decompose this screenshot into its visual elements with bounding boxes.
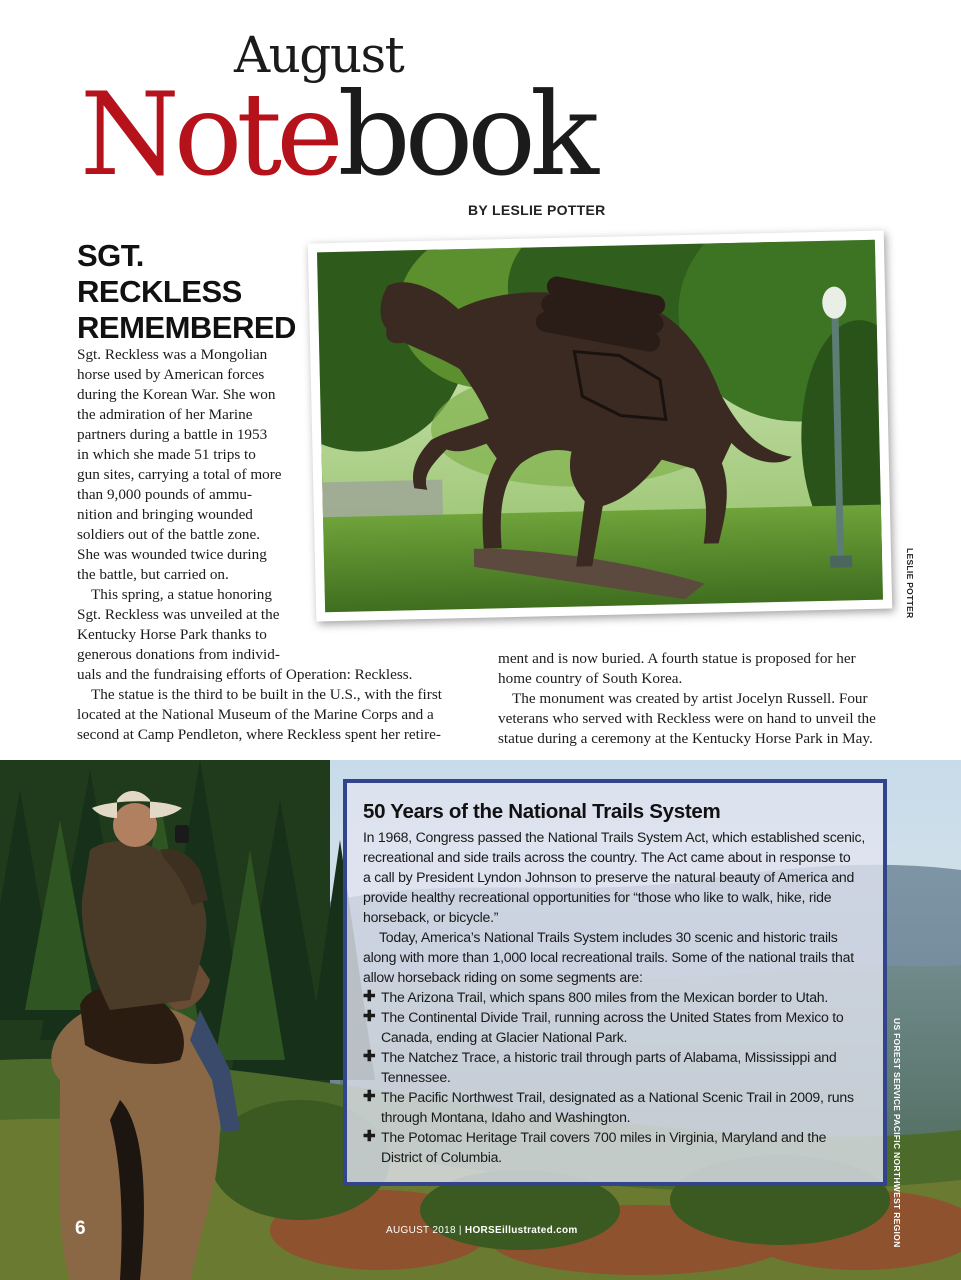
- text-line: partners during a battle in 1953: [77, 426, 268, 443]
- article-paragraph: [77, 585, 302, 665]
- text-line: along with more than 1,000 local recreational trails. Some of the national trails that: [363, 949, 854, 965]
- byline: BY LESLIE POTTER: [468, 202, 606, 218]
- trail-list-item: [363, 1047, 867, 1087]
- headline-line: SGT.: [77, 238, 144, 273]
- text-line: Today, America’s National Trails System includes 30 scenic and historic trails: [379, 929, 838, 945]
- trail-list-item: [363, 1087, 867, 1127]
- sidebar-paragraph: [363, 927, 867, 987]
- article-body-narrow: [77, 345, 302, 665]
- text-line: Sgt. Reckless was a Mongolian: [77, 346, 268, 363]
- text-line: horseback, or bicycle.”: [363, 909, 499, 925]
- text-line: The statue is the third to be built in the U.S., with the first: [91, 686, 442, 703]
- text-line: This spring, a statue honoring: [91, 586, 272, 603]
- text-line: She was wounded twice during: [77, 546, 267, 563]
- article-headline: [77, 238, 296, 346]
- footer-separator: |: [458, 1225, 462, 1236]
- article-body-right: [498, 649, 908, 749]
- text-line: in which she made 51 trips to: [77, 446, 256, 463]
- photo-credit: US FOREST SERVICE PACIFIC NORTHWEST REGION: [892, 1018, 902, 1248]
- text-line: than 9,000 pounds of ammu-: [77, 486, 253, 503]
- trails-sidebar: [343, 779, 887, 1186]
- text-line: In 1968, Congress passed the National Trails System Act, which established scenic,: [363, 829, 866, 845]
- footer-issue: AUGUST 2018: [386, 1225, 456, 1236]
- plus-bullet-icon: ✚: [363, 988, 376, 1005]
- text-line: The Potomac Heritage Trail covers 700 miles in Virginia, Maryland and the: [381, 1129, 827, 1145]
- article-paragraph: [498, 689, 908, 749]
- plus-bullet-icon: ✚: [363, 1088, 376, 1105]
- trail-list-item: [363, 987, 867, 1007]
- text-line: uals and the fundraising efforts of Operation: Reckless.: [77, 666, 413, 683]
- page-number: 6: [75, 1218, 86, 1239]
- plus-bullet-icon: ✚: [363, 1048, 376, 1065]
- text-line: through Montana, Idaho and Washington.: [381, 1109, 631, 1125]
- text-line: The monument was created by artist Jocelyn Russell. Four: [512, 690, 868, 707]
- text-line: recreational and side trails across the country. The Act came about in response to: [363, 849, 851, 865]
- text-line: The Pacific Northwest Trail, designated as a National Scenic Trail in 2009, runs: [381, 1089, 854, 1105]
- headline-line: RECKLESS: [77, 274, 242, 309]
- page-footer: [386, 1225, 578, 1236]
- article-paragraph: [77, 345, 302, 585]
- text-line: horse used by American forces: [77, 366, 265, 383]
- sidebar-paragraph: [363, 827, 867, 927]
- text-line: home country of South Korea.: [498, 670, 683, 687]
- masthead-title-black: book: [337, 68, 593, 201]
- text-line: generous donations from individ-: [77, 646, 280, 663]
- text-line: provide healthy recreational opportunities for “those who like to walk, hike, ride: [363, 889, 832, 905]
- text-line: allow horseback riding on some segments are:: [363, 969, 643, 985]
- text-line: nition and bringing wounded: [77, 506, 253, 523]
- text-line: District of Columbia.: [381, 1149, 502, 1165]
- text-line: veterans who served with Reckless were on hand to unveil the: [498, 710, 876, 727]
- photo-credit: LESLIE POTTER: [905, 548, 915, 619]
- text-line: The Natchez Trace, a historic trail through parts of Alabama, Mississippi and: [381, 1049, 837, 1065]
- trail-list-item: [363, 1007, 867, 1047]
- footer-website: HORSEillustrated.com: [464, 1225, 578, 1236]
- statue-photo-image: [317, 240, 883, 613]
- article-body-wide: [77, 665, 493, 745]
- text-line: during the Korean War. She won: [77, 386, 276, 403]
- text-line: Sgt. Reckless was unveiled at the: [77, 606, 280, 623]
- text-line: Canada, ending at Glacier National Park.: [381, 1029, 628, 1045]
- text-line: The Continental Divide Trail, running across the United States from Mexico to: [381, 1009, 844, 1025]
- text-line: a call by President Lyndon Johnson to preserve the natural beauty of America and: [363, 869, 855, 885]
- masthead-month: August: [234, 26, 404, 84]
- text-line: second at Camp Pendleton, where Reckless spent her retire-: [77, 726, 441, 743]
- text-line: Kentucky Horse Park thanks to: [77, 626, 267, 643]
- text-line: gun sites, carrying a total of more: [77, 466, 282, 483]
- headline-line: REMEMBERED: [77, 310, 296, 345]
- sidebar-body: [363, 827, 867, 1167]
- text-line: the admiration of her Marine: [77, 406, 253, 423]
- article-paragraph: [77, 685, 493, 745]
- statue-photo: [317, 240, 883, 613]
- sidebar-title: 50 Years of the National Trails System: [363, 800, 721, 823]
- statue-photo-frame: [308, 231, 892, 622]
- text-line: soldiers out of the battle zone.: [77, 526, 261, 543]
- text-line: ment and is now buried. A fourth statue is proposed for her: [498, 650, 856, 667]
- masthead-title: [80, 68, 593, 201]
- plus-bullet-icon: ✚: [363, 1008, 376, 1025]
- text-line: the battle, but carried on.: [77, 566, 229, 583]
- plus-bullet-icon: ✚: [363, 1128, 376, 1145]
- trail-list: [363, 987, 867, 1167]
- text-line: Tennessee.: [381, 1069, 451, 1085]
- text-line: The Arizona Trail, which spans 800 miles from the Mexican border to Utah.: [381, 989, 829, 1005]
- masthead-title-red: Note: [80, 68, 338, 201]
- trail-list-item: [363, 1127, 867, 1167]
- text-line: located at the National Museum of the Marine Corps and a: [77, 706, 434, 723]
- text-line: statue during a ceremony at the Kentucky Horse Park in May.: [498, 730, 873, 747]
- article-paragraph: [498, 649, 908, 689]
